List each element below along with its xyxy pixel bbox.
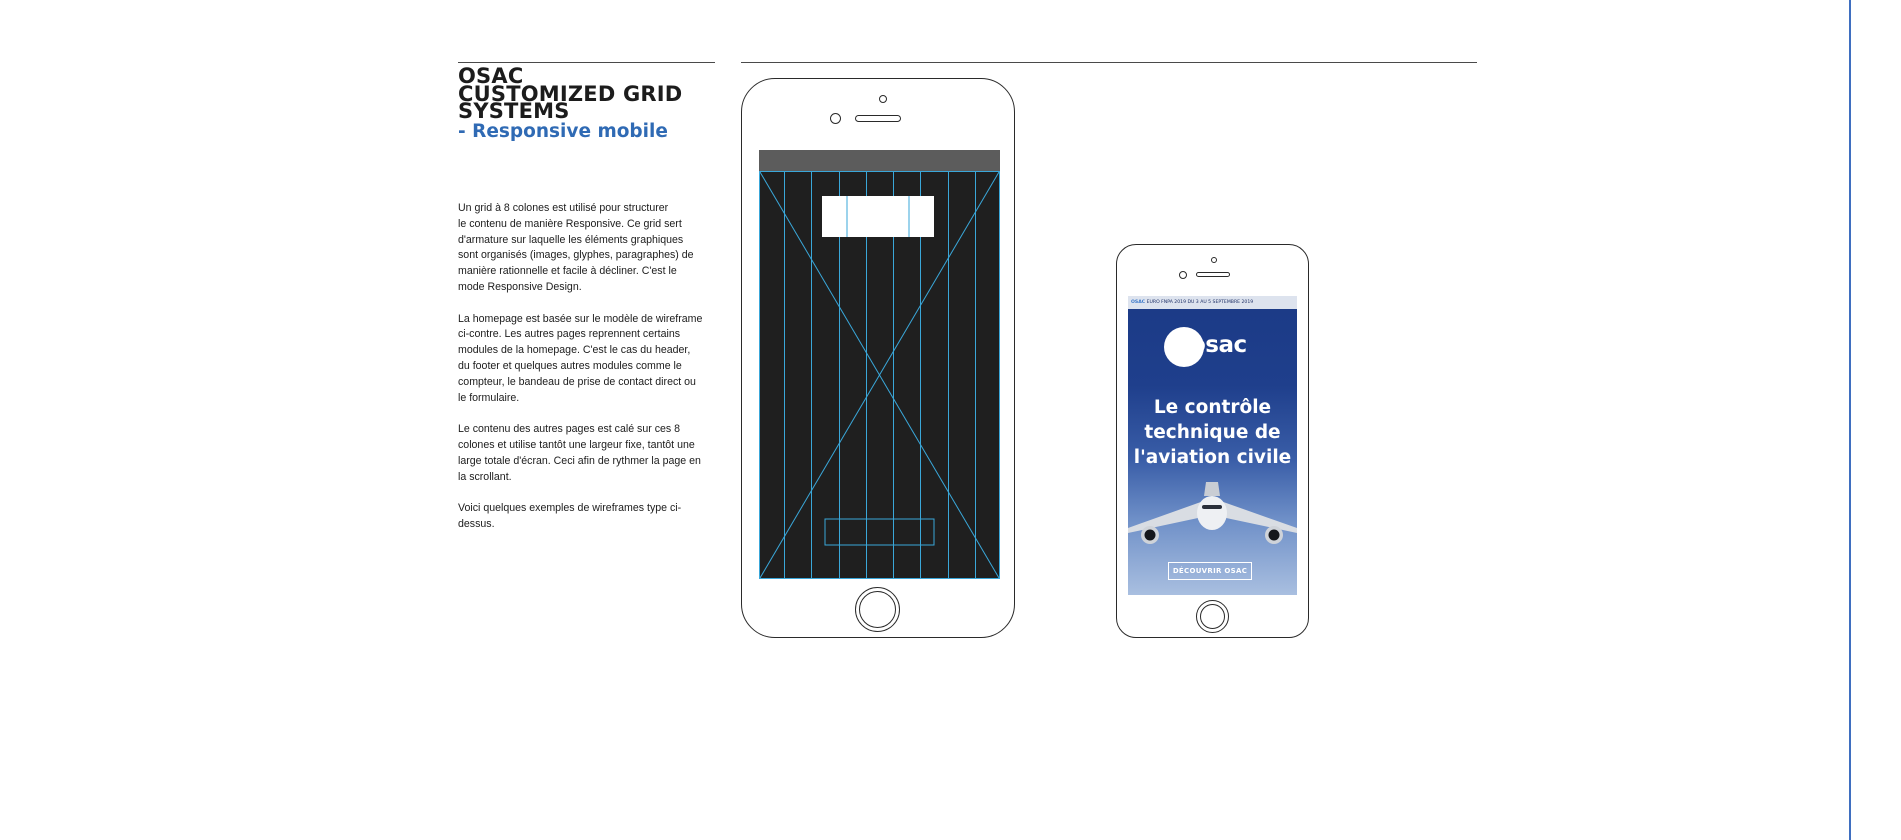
- page-edge-rule: [1849, 0, 1851, 840]
- speaker-grille-icon: [855, 115, 901, 122]
- text-line: la scrollant.: [458, 470, 512, 483]
- front-camera-icon: [1179, 271, 1187, 279]
- paragraph-2: [458, 312, 720, 407]
- text-line: mode Responsive Design.: [458, 280, 582, 293]
- text-line: La homepage est basée sur le modèle de wireframe: [458, 312, 703, 325]
- section-subtitle: - Responsive mobile: [458, 120, 668, 142]
- text-line: le contenu de manière Responsive. Ce grid sert: [458, 217, 682, 230]
- headline-line: technique de: [1144, 422, 1281, 443]
- text-line: manière rationnelle et facile à décliner. C'est le: [458, 265, 677, 278]
- wireframe-logo-placeholder: [822, 196, 934, 237]
- section-title: [458, 64, 718, 142]
- text-line: du footer et quelques autres modules comme le: [458, 359, 682, 372]
- text-line: colones et utilise tantôt une largeur fixe, tantôt une: [458, 438, 695, 451]
- text-line: modules de la homepage. C'est le cas du header,: [458, 344, 691, 357]
- headline-line: Le contrôle: [1153, 397, 1272, 418]
- text-line: dessus.: [458, 517, 495, 530]
- wireframe-button-placeholder: [825, 519, 934, 545]
- text-line: compteur, le bandeau de prise de contact direct ou: [458, 375, 696, 388]
- earpiece-camera-icon: [1211, 257, 1217, 263]
- text-line: Le contenu des autres pages est calé sur ces 8: [458, 423, 681, 436]
- paragraph-4: [458, 501, 720, 533]
- left-column-rule: [458, 62, 715, 63]
- grid-overlay: [759, 171, 1000, 579]
- text-line: Un grid à 8 colones est utilisé pour structurer: [458, 202, 669, 214]
- hero-headline: [1128, 395, 1297, 470]
- airplane-illustration: [1128, 482, 1297, 546]
- home-button-icon: [855, 587, 900, 632]
- event-banner-text: EURO FNPA 2019 DU 3 AU 5 SEPTEMBRE 2019: [1146, 300, 1254, 305]
- wireframe-header-bar: [759, 150, 1000, 171]
- event-banner-highlight: OSAC: [1131, 300, 1146, 305]
- right-column-rule: [741, 62, 1477, 63]
- home-button-icon: [1196, 600, 1229, 633]
- front-camera-icon: [830, 113, 841, 124]
- speaker-grille-icon: [1196, 272, 1230, 277]
- mobile-homepage-screen: [1128, 296, 1297, 595]
- text-line: sont organisés (images, glyphes, paragraphes) de: [458, 249, 694, 262]
- discover-osac-button[interactable]: DÉCOUVRIR OSAC: [1168, 562, 1252, 580]
- wireframe-screen: [759, 150, 1000, 579]
- text-line: Voici quelques exemples de wireframes type ci-: [458, 502, 682, 515]
- description-text: [458, 201, 720, 549]
- text-line: large totale d'écran. Ceci afin de rythmer la page en: [458, 454, 701, 467]
- title-line-1: OSAC: [458, 64, 524, 88]
- paragraph-3: [458, 422, 720, 485]
- headline-line: l'aviation civile: [1133, 447, 1292, 468]
- title-line-2: CUSTOMIZED GRID: [458, 81, 683, 106]
- osac-logo-text: osac: [1190, 332, 1247, 358]
- text-line: d'armature sur laquelle les éléments graphiques: [458, 233, 684, 246]
- text-line: ci-contre. Les autres pages reprennent certains: [458, 328, 681, 341]
- paragraph-1: [458, 201, 720, 296]
- text-line: le formulaire.: [458, 391, 520, 404]
- event-banner[interactable]: [1128, 296, 1297, 309]
- earpiece-camera-icon: [879, 95, 887, 103]
- title-line-3: SYSTEMS: [458, 99, 570, 123]
